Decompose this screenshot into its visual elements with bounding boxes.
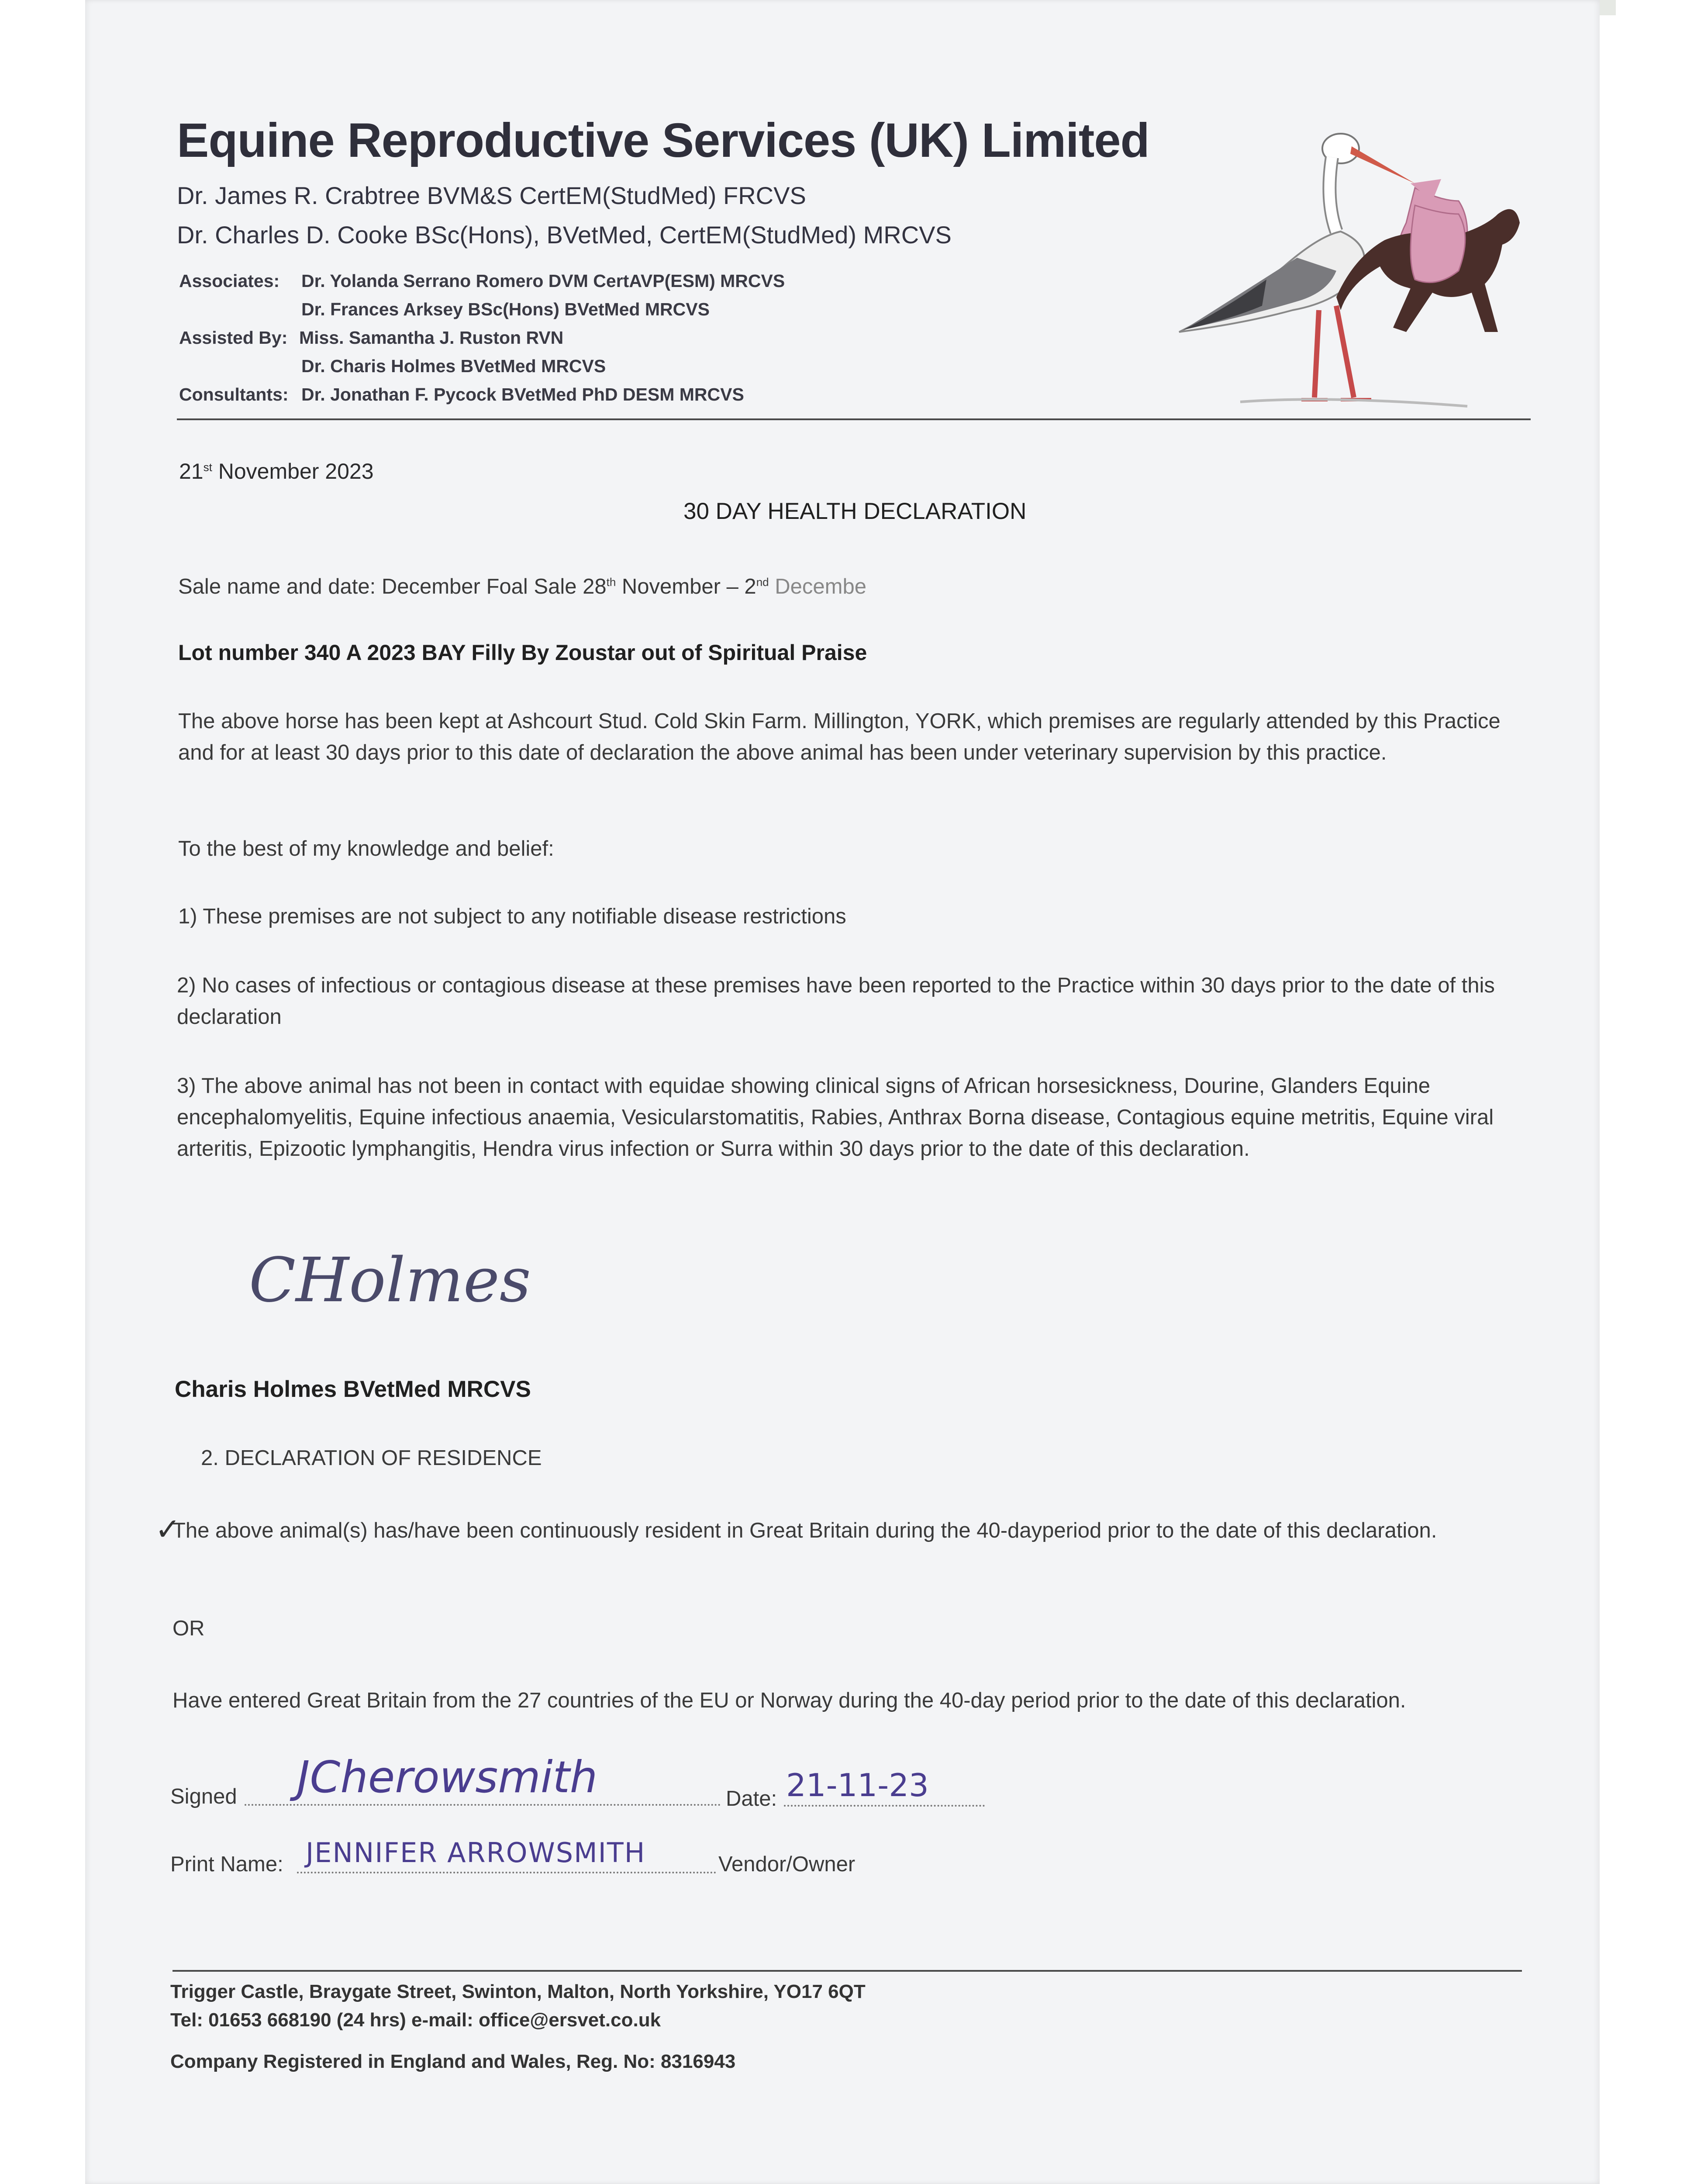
assisted-label: Assisted By: bbox=[179, 328, 288, 348]
knowledge-line: To the best of my knowledge and belief: bbox=[178, 837, 554, 860]
point-3: 3) The above animal has not been in contact with equidae showing clinical signs of African horsesickness, Dourine, Glanders Equine encephalomyelitis, Equine infectious anaemia, Vesicularstomatitis, Rabies, Anthrax Borna disease, Contagious equine metritis, Equine viral arteritis, Epizootic lymphangitis, Hendra virus infection or Surra within 30 days prior to the date of this declaration. bbox=[177, 1074, 1494, 1161]
consultant-pycock: Dr. Jonathan F. Pycock BVetMed PhD DESM MRCVS bbox=[301, 384, 744, 404]
footer-divider bbox=[172, 1970, 1522, 1972]
residence-option-1: The above animal(s) has/have been continuously resident in Great Britain during the 40-dayperiod prior to the date of this declaration. bbox=[172, 1519, 1437, 1542]
print-name-value: JENNIFER ARROWSMITH bbox=[306, 1837, 646, 1869]
letter-date: 21st November 2023 bbox=[179, 459, 374, 484]
date-label: Date: bbox=[726, 1787, 777, 1811]
signed-date: 21-11-23 bbox=[786, 1767, 929, 1804]
print-name-label: Print Name: bbox=[170, 1852, 283, 1876]
signed-label: Signed bbox=[170, 1785, 237, 1808]
declaration-heading: 30 DAY HEALTH DECLARATION bbox=[683, 498, 1027, 524]
stork-carrying-foal-icon bbox=[1153, 127, 1537, 415]
point-2: 2) No cases of infectious or contagious disease at these premises have been reported to the Practice within 30 days prior to the date of this declaration bbox=[177, 974, 1495, 1029]
date-line bbox=[784, 1805, 985, 1807]
company-name: Equine Reproductive Services (UK) Limited bbox=[177, 114, 1149, 167]
owner-signature: JCherowsmith bbox=[297, 1752, 598, 1803]
residence-option-2: Have entered Great Britain from the 27 countries of the EU or Norway during the 40-day period prior to the date of this declaration. bbox=[172, 1689, 1406, 1712]
footer-contact: Tel: 01653 668190 (24 hrs) e-mail: office@ersvet.co.uk bbox=[170, 2009, 661, 2031]
associates-label: Associates: bbox=[179, 271, 280, 291]
residence-heading: 2. DECLARATION OF RESIDENCE bbox=[201, 1446, 542, 1470]
consultants-label: Consultants: bbox=[179, 384, 289, 404]
tick-mark: ✓ bbox=[155, 1512, 181, 1546]
principal-cooke: Dr. Charles D. Cooke BSc(Hons), BVetMed, CertEM(StudMed) MRCVS bbox=[177, 221, 952, 249]
background-right bbox=[1600, 0, 1687, 2184]
assistant-holmes: Dr. Charis Holmes BVetMed MRCVS bbox=[301, 356, 606, 376]
footer-address: Trigger Castle, Braygate Street, Swinton, Malton, North Yorkshire, YO17 6QT bbox=[170, 1981, 866, 2002]
lot-line: Lot number 340 A 2023 BAY Filly By Zoustar out of Spiritual Praise bbox=[178, 640, 867, 665]
signature-line bbox=[245, 1804, 721, 1806]
associate-serrano: Dr. Yolanda Serrano Romero DVM CertAVP(ESM) MRCVS bbox=[301, 271, 785, 291]
principal-crabtree: Dr. James R. Crabtree BVM&S CertEM(StudMed) FRCVS bbox=[177, 182, 806, 209]
vet-name: Charis Holmes BVetMed MRCVS bbox=[175, 1376, 531, 1402]
point-1: 1) These premises are not subject to any notifiable disease restrictions bbox=[178, 905, 846, 928]
assistant-ruston: Miss. Samantha J. Ruston RVN bbox=[299, 328, 564, 348]
footer-registration: Company Registered in England and Wales, Reg. No: 8316943 bbox=[170, 2051, 736, 2072]
header-divider bbox=[177, 418, 1531, 420]
or-label: OR bbox=[172, 1617, 205, 1640]
sale-line: Sale name and date: December Foal Sale 28th November – 2nd Decembe bbox=[178, 575, 866, 598]
print-name-line bbox=[297, 1872, 716, 1873]
intro-paragraph: The above horse has been kept at Ashcourt Stud. Cold Skin Farm. Millington, YORK, which premises are regularly attended by this Practice and for at least 30 days prior to this date of declaration the above animal has been under veterinary supervision by this practice. bbox=[178, 709, 1501, 764]
associate-arksey: Dr. Frances Arksey BSc(Hons) BVetMed MRCVS bbox=[301, 299, 710, 319]
vendor-owner-label: Vendor/Owner bbox=[718, 1852, 856, 1876]
background-left bbox=[0, 0, 85, 2184]
vet-signature: CHolmes bbox=[249, 1245, 531, 1316]
